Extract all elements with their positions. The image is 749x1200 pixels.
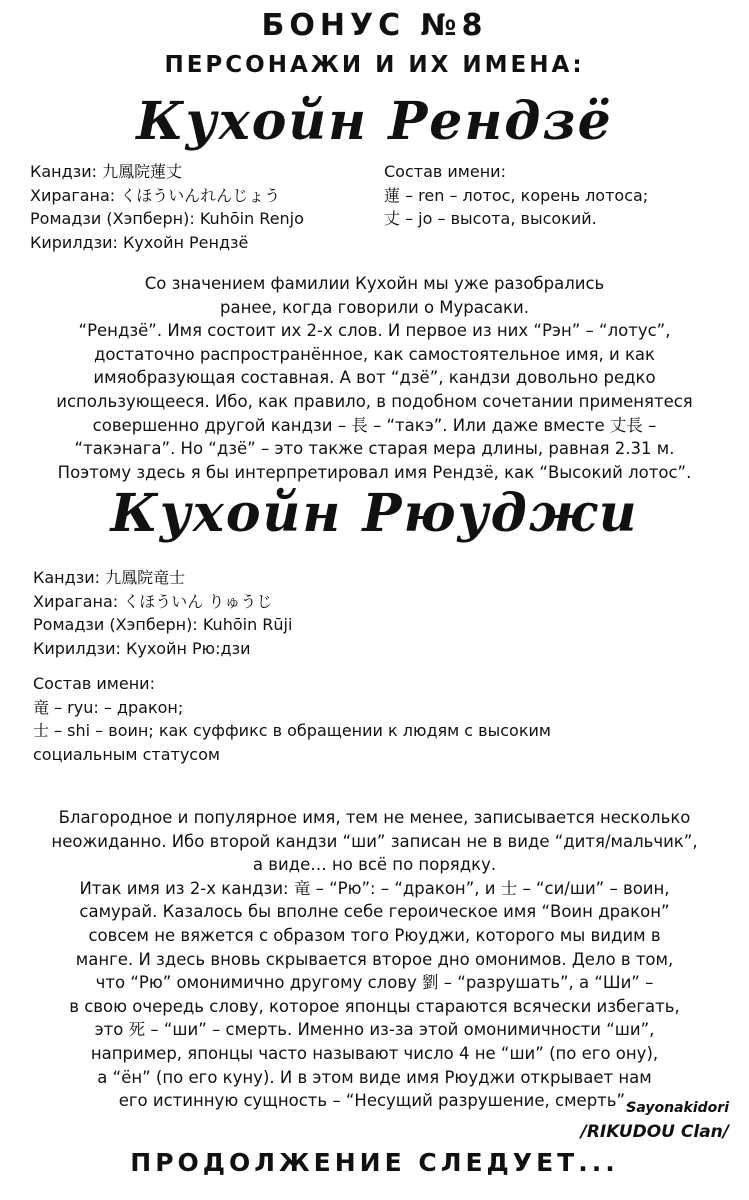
to-be-continued: ПРОДОЛЖЕНИЕ СЛЕДУЕТ... [130, 1148, 619, 1177]
paragraph-line: “такэнагa”. Но “дзё” – это также старая мера длины, равная 2.31 м. [74, 439, 675, 459]
composition-line: 士 – shi – воин; как суффикс в обращении к людям с высоким [33, 721, 551, 740]
composition-line: 蓮 – ren – лотос, корень лотоса; [384, 185, 649, 205]
paragraph-line: совершенно другой кандзи – 長 – “такэ”. Или даже вместе 丈長 – [92, 415, 657, 435]
paragraph-line: неожиданно. Ибо второй кандзи “ши” записан не в виде “дитя/мальчик”, [51, 831, 698, 851]
translator-credit: Sayonakidori [626, 1100, 729, 1116]
paragraph-line: “Рендзё”. Имя состоит их 2-х слов. И первое из них “Рэн” – “лотус”, [78, 321, 671, 341]
paragraph-line: ранее, когда говорили о Мурасаки. [220, 297, 529, 317]
character1-hiragana-line: Хирагана: くほういんれんじょう [30, 185, 281, 205]
paragraph-line: это 死 – “ши” – смерть. Именно из-за этой омонимичности “ши”, [94, 1020, 655, 1040]
character1-kiriji-line: Кирилдзи: Кухойн Рендзё [30, 232, 249, 252]
paragraph-line: Итак имя из 2-х кандзи: 竜 – “Рю”: – “дракон”, и 士 – “си/ши” – воин, [79, 878, 670, 898]
paragraph-line: а “ён” (по его куну). И в этом виде имя Рюуджи открывает нам [97, 1067, 652, 1087]
character2-composition [33, 672, 551, 766]
character1-kanji-line: Кандзи: 九鳳院蓮丈 [30, 162, 183, 181]
composition-heading: Состав имени: [384, 162, 506, 181]
paragraph-line: что “Рю” омонимично другому слову 劉 – “разрушать”, а “Ши” – [95, 973, 654, 993]
composition-heading: Состав имени: [33, 674, 155, 693]
paragraph-line: достаточно распространённое, как самостоятельное имя, и как [93, 344, 656, 364]
character1-info [30, 160, 304, 254]
paragraph-line: совсем не вяжется с образом того Рюуджи, которого мы видим в [88, 925, 661, 945]
composition-line: 丈 – jo – высота, высокий. [384, 209, 597, 228]
character1-romaji-line: Ромадзи (Хэпберн): Kuhōin Renjo [30, 209, 304, 228]
character2-romaji-line: Ромадзи (Хэпберн): Kuhōin Rūji [33, 615, 293, 634]
character2-info [33, 566, 292, 660]
page-title: БОНУС №8 [261, 8, 488, 43]
clan-credit: /RIKUDOU Clan/ [580, 1122, 729, 1142]
character1-paragraph [10, 272, 739, 484]
paragraph-line: в свою очередь слову, которое японцы стараются всячески избегать, [69, 996, 680, 1016]
character1-name-title: Кухойн Рендзё [136, 91, 613, 152]
composition-line: 竜 – ryu: – дракон; [33, 697, 184, 717]
character2-name-title: Кухойн Рюуджи [110, 483, 639, 544]
character2-kiriji-line: Кирилдзи: Кухойн Рю:дзи [33, 638, 251, 658]
paragraph-line: Со значением фамилии Кухойн мы уже разобрались [144, 274, 605, 293]
character2-hiragana-line: Хирагана: くほういん りゅうじ [33, 591, 273, 611]
paragraph-line: Благородное и популярное имя, тем не менее, записывается несколько [58, 808, 691, 827]
paragraph-line: имяобразующая составная. А вот “дзё”, кандзи довольно редко [93, 368, 656, 388]
page-subtitle: ПЕРСОНАЖИ И ИХ ИМЕНА: [164, 52, 585, 78]
paragraph-line: манге. И здесь вновь скрывается второе дно омонимов. Дело в том, [75, 949, 674, 969]
credits [581, 1096, 729, 1144]
paragraph-line: самурай. Казалось бы вполне себе героическое имя “Воин дракон” [79, 902, 670, 922]
composition-line: социальным статусом [33, 744, 220, 764]
paragraph-line: его истинную сущность – “Несущий разрушение, смерть”. [118, 1091, 631, 1111]
character2-paragraph [10, 806, 739, 1113]
paragraph-line: использующееся. Ибо, как правило, в подобном сочетании применятеся [56, 391, 693, 411]
character2-kanji-line: Кандзи: 九鳳院竜士 [33, 568, 186, 587]
character1-composition [384, 160, 648, 231]
paragraph-line: а виде… но всё по порядку. [252, 855, 497, 875]
paragraph-line: Поэтому здесь я бы интерпретировал имя Рендзё, как “Высокий лотос”. [57, 462, 692, 482]
paragraph-line: например, японцы часто называют число 4 не “ши” (по его ону), [90, 1043, 659, 1063]
